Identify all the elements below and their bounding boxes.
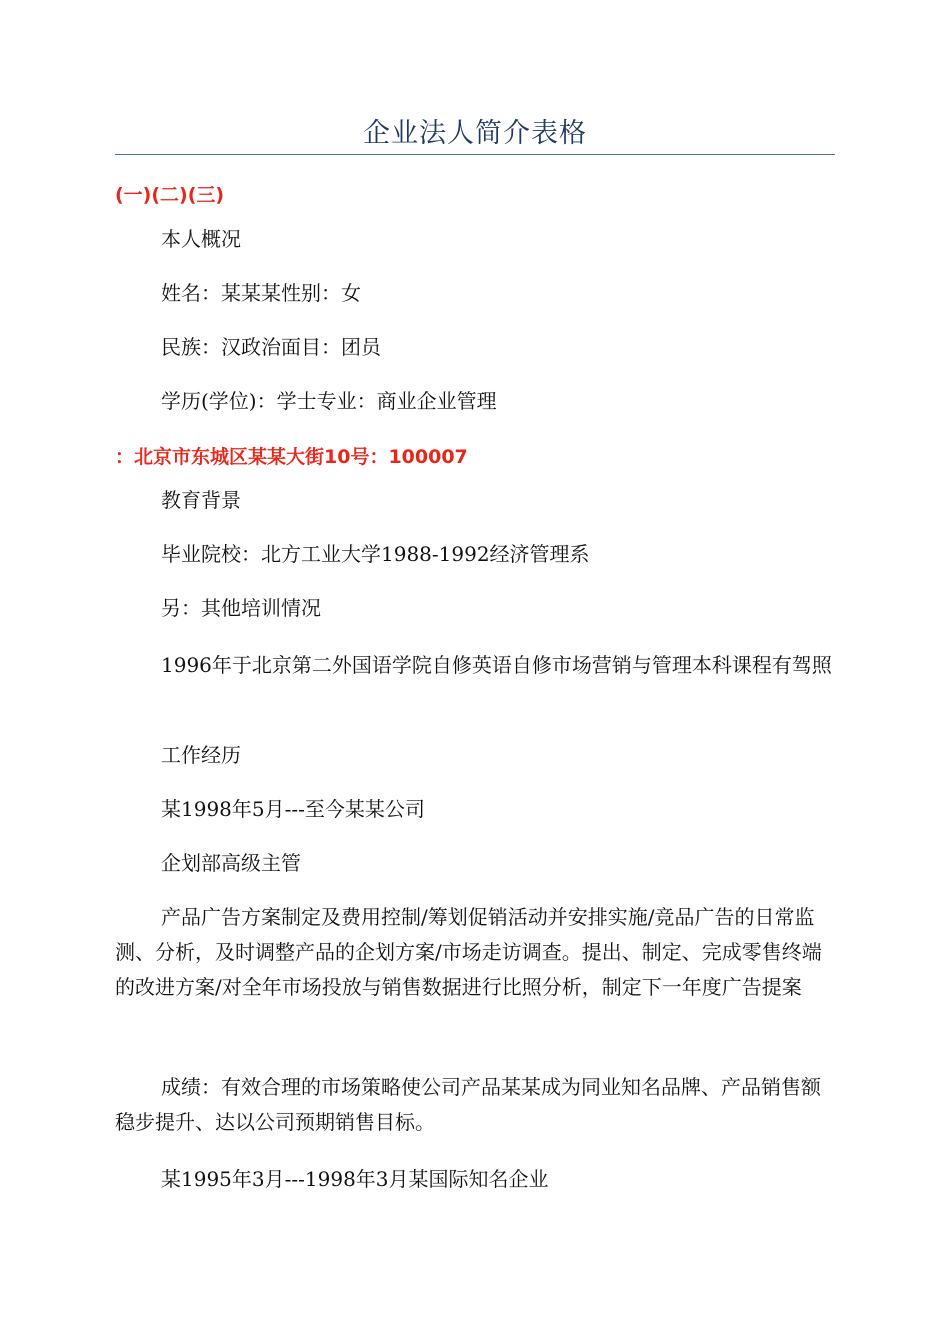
paragraph-degree-major: 学历(学位)：学士专业：商业企业管理 <box>161 389 497 413</box>
paragraph-ethnicity-politics: 民族：汉政治面目：团员 <box>161 335 381 359</box>
address-heading: ：北京市东城区某某大街10号：100007 <box>115 446 468 468</box>
paragraph-job-period-2: 某1995年3月---1998年3月某国际知名企业 <box>161 1167 549 1191</box>
paragraph-work-experience: 工作经历 <box>161 743 241 767</box>
paragraph-achievements: 成绩：有效合理的市场策略使公司产品某某成为同业知名品牌、产品销售额稳步提升、达以公司预期销售目标。 <box>115 1075 821 1134</box>
paragraph-graduate-school: 毕业院校：北方工业大学1988-1992经济管理系 <box>161 542 590 566</box>
title-underline <box>115 154 835 155</box>
paragraph-job-duties: 产品广告方案制定及费用控制/筹划促销活动并安排实施/竞品广告的日常监测、分析，及时调整产品的企划方案/市场走访调查。提出、制定、完成零售终端的改进方案/对全年市场投放与销售数据进行比照分析，制定下一年度广告提案 <box>115 905 822 999</box>
paragraph-name-gender: 姓名：某某某性别：女 <box>161 281 361 305</box>
paragraph-job-period-1: 某1998年5月---至今某某公司 <box>161 797 425 821</box>
paragraph-job-title: 企划部高级主管 <box>161 851 301 875</box>
paragraph-other-training: 另：其他培训情况 <box>161 596 321 620</box>
section-number-heading: (一)(二)(三) <box>115 184 225 206</box>
document-title: 企业法人简介表格 <box>363 118 587 149</box>
paragraph-personal-overview: 本人概况 <box>161 227 241 251</box>
paragraph-education-background: 教育背景 <box>161 488 241 512</box>
paragraph-training-detail: 1996年于北京第二外国语学院自修英语自修市场营销与管理本科课程有驾照 <box>161 653 832 677</box>
